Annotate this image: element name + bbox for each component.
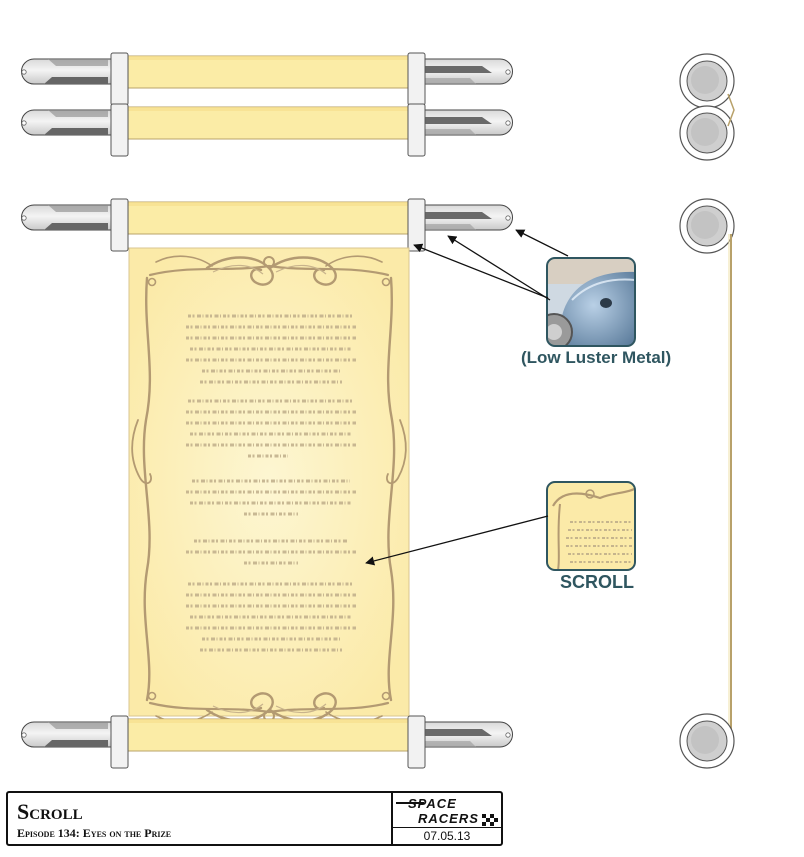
parchment-sheet <box>129 248 409 716</box>
side-end-cap <box>680 106 734 160</box>
side-end-cap <box>680 199 734 253</box>
logo-space-text: SPACE <box>408 796 457 811</box>
arrow-to-handle-tip <box>516 230 568 256</box>
title-block <box>6 791 503 846</box>
closed-roll-top <box>22 53 513 105</box>
open-scroll-side-view <box>680 199 734 768</box>
side-end-cap <box>680 714 734 768</box>
side-end-cap <box>680 54 734 108</box>
car-fender-icon <box>536 258 635 350</box>
closed-scroll-side-view <box>680 54 734 160</box>
metal-material-label: (Low Luster Metal) <box>521 348 672 367</box>
open-scroll-front-view <box>22 199 513 768</box>
arrow-to-handle <box>448 236 550 300</box>
closed-roll-bottom <box>22 104 513 156</box>
sheet-title: Scroll <box>17 799 83 824</box>
episode-subtitle: Episode 134: Eyes on the Prize <box>17 826 172 840</box>
metal-swatch <box>536 258 635 350</box>
closed-scroll-front-view <box>22 53 513 156</box>
scroll-material-label: SCROLL <box>560 572 634 592</box>
arrow-to-roller <box>414 245 548 298</box>
open-roll-bottom <box>22 716 513 768</box>
open-roll-top <box>22 199 513 251</box>
logo-racers-text: RACERS <box>418 811 479 826</box>
sheet-date: 07.05.13 <box>423 829 471 843</box>
checkered-flag-icon <box>394 794 501 828</box>
parchment-icon <box>547 482 640 580</box>
title-block-rule <box>393 827 501 828</box>
scroll-swatch <box>547 482 640 580</box>
